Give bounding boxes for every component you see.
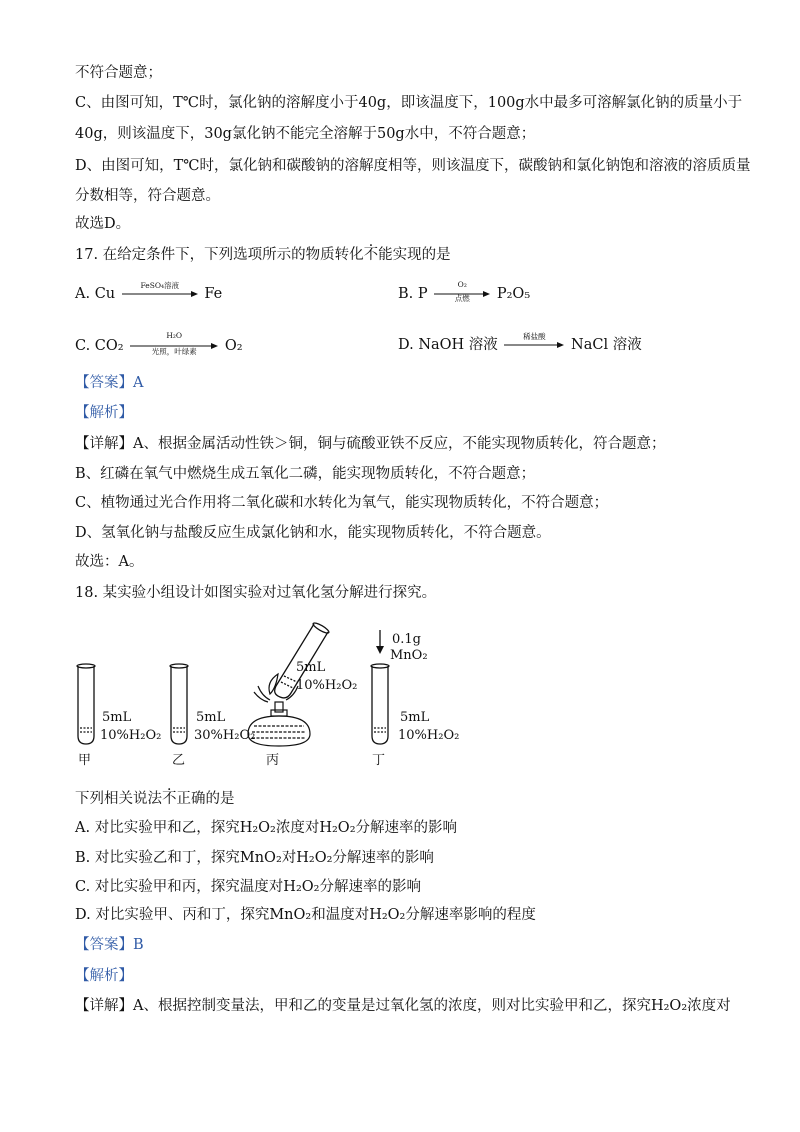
q18-answer: 【答案】B <box>75 937 144 953</box>
q18-detail-a: 【详解】A、根据控制变量法，甲和乙的变量是过氧化氢的浓度，则对比实验甲和乙，探究H₂O₂浓度对 <box>75 998 731 1014</box>
q18-option-a: A. 对比实验甲和乙，探究H₂O₂浓度对H₂O₂分解速率的影响 <box>75 820 458 836</box>
jia-volume: 5mL <box>102 710 132 725</box>
text-line: D、由图可知，T℃时，氯化钠和碳酸钠的溶解度相等，则该温度下，碳酸钠和氯化钠饱和溶液的溶质质量 <box>75 158 751 174</box>
q17-detail-a: 【详解】A、根据金属活动性铁＞铜，铜与硫酸亚铁不反应，不能实现物质转化，符合题意； <box>75 436 666 452</box>
test-tube-ding <box>371 630 389 744</box>
q18-option-c: C. 对比实验甲和丙，探究温度对H₂O₂分解速率的影响 <box>75 879 421 895</box>
ding-volume: 5mL <box>400 710 430 725</box>
test-tube-jia <box>77 664 95 744</box>
question-18-ask: 下列相关说法不正确的是 <box>75 791 235 807</box>
q17-detail-b: B、红磷在氧气中燃烧生成五氧化二磷，能实现物质转化，不符合题意； <box>75 466 536 482</box>
q17-option-c: C. CO₂ H₂O 光照，叶绿素 O₂ <box>75 331 243 356</box>
yi-label: 乙 <box>172 753 186 768</box>
bing-concentration: 10%H₂O₂ <box>296 678 358 693</box>
bing-volume: 5mL <box>296 660 326 675</box>
q18-option-d: D. 对比实验甲、丙和丁，探究MnO₂和温度对H₂O₂分解速率影响的程度 <box>75 907 536 923</box>
q17-analysis-label: 【解析】 <box>75 405 133 421</box>
question-17-stem: 17. 在给定条件下，下列选项所示的物质转化不能实现的是 <box>75 247 451 263</box>
text-line: 故选D。 <box>75 216 131 232</box>
text-line: 40g，则该温度下，30g氯化钠不能完全溶解于50g水中，不符合题意； <box>75 126 536 142</box>
jia-concentration: 10%H₂O₂ <box>100 728 162 743</box>
q18-option-b: B. 对比实验乙和丁，探究MnO₂对H₂O₂分解速率的影响 <box>75 850 434 866</box>
yi-concentration: 30%H₂O₂ <box>194 728 256 743</box>
text-line: C、由图可知，T℃时，氯化钠的溶解度小于40g，即该温度下，100g水中最多可溶解氯化钠的质量小于 <box>75 95 743 111</box>
question-18-stem: 18. 某实验小组设计如图实验对过氧化氢分解进行探究。 <box>75 585 437 601</box>
ding-mass: 0.1g <box>392 632 421 647</box>
ding-label: 丁 <box>372 753 386 768</box>
q17-detail-c: C、植物通过光合作用将二氧化碳和水转化为氧气，能实现物质转化，不符合题意； <box>75 495 609 511</box>
q17-conclusion: 故选：A。 <box>75 554 144 570</box>
q17-detail-d: D、氢氧化钠与盐酸反应生成氯化钠和水，能实现物质转化，不符合题意。 <box>75 525 551 541</box>
q18-analysis-label: 【解析】 <box>75 968 133 984</box>
q17-answer: 【答案】A <box>75 375 144 391</box>
text-line: 不符合题意； <box>75 65 162 81</box>
q17-option-b: B. P O₂ 点燃 P₂O₅ <box>398 280 531 303</box>
ding-catalyst: MnO₂ <box>390 648 428 663</box>
bing-label: 丙 <box>266 753 280 768</box>
q17-option-a: A. Cu FeSO₄溶液 Fe <box>75 281 223 302</box>
text-line: 分数相等，符合题意。 <box>75 188 220 204</box>
q17-option-d: D. NaOH 溶液 稀盐酸 NaCl 溶液 <box>398 332 642 353</box>
test-tube-yi <box>170 664 188 744</box>
jia-label: 甲 <box>78 753 92 768</box>
ding-concentration: 10%H₂O₂ <box>398 728 460 743</box>
experiment-figure <box>0 610 800 780</box>
yi-volume: 5mL <box>196 710 226 725</box>
